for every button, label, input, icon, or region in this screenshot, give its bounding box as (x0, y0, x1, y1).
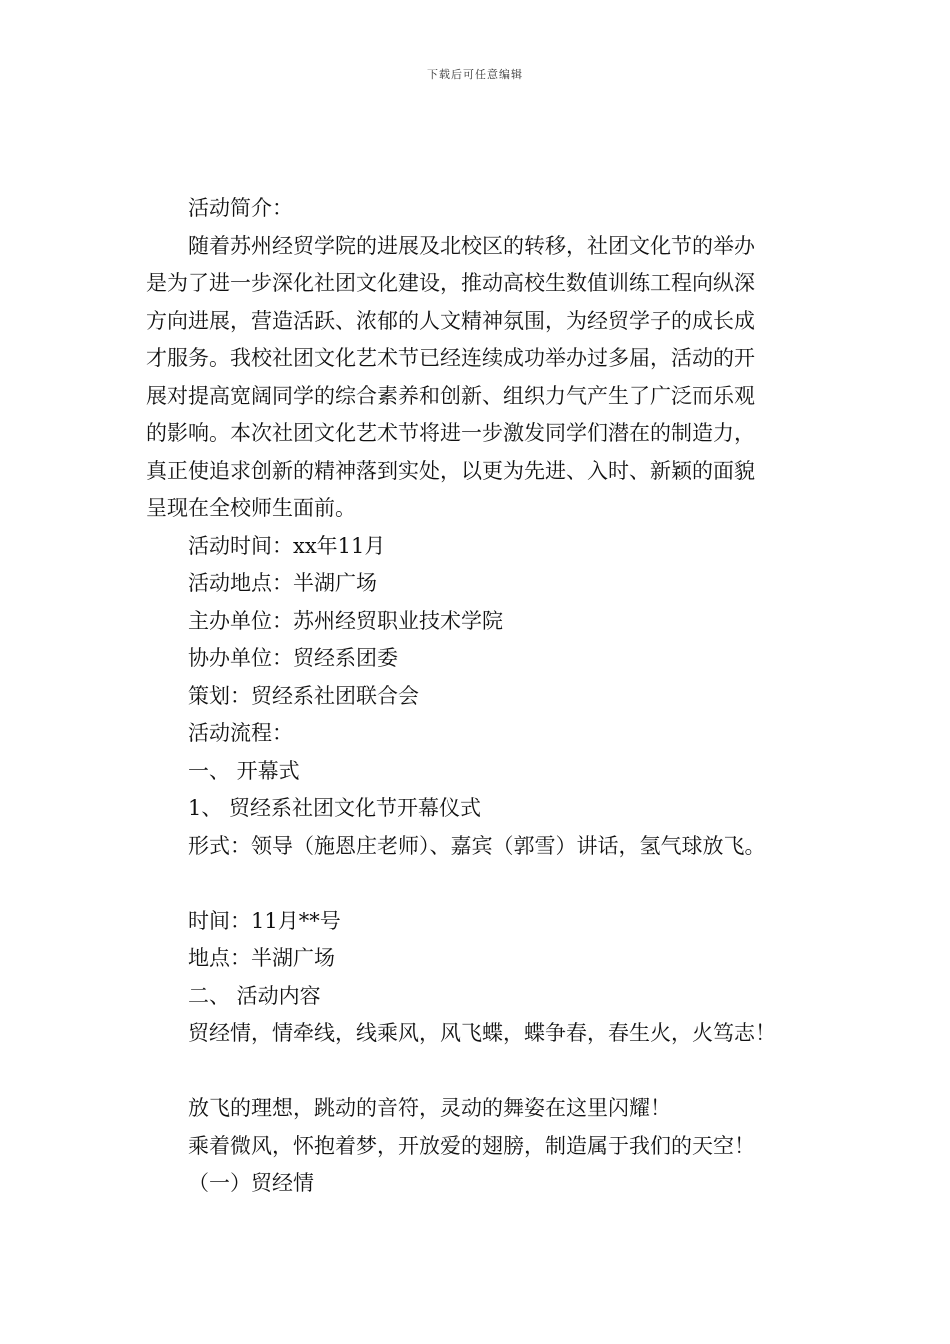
section-2-title: 二、 活动内容 (188, 983, 321, 1008)
intro-line-2: 是为了进一步深化社团文化建设，推动高校生数值训练工程向纵深 (146, 271, 755, 295)
section-1-time: 时间：11月**号 (188, 908, 341, 933)
intro-line-6: 的影响。本次社团文化艺术节将进一步激发同学们潜在的制造力， (146, 421, 755, 445)
section-2-line-1: 放飞的理想，跳动的音符，灵动的舞姿在这里闪耀！ (188, 1096, 671, 1120)
intro-line-8: 呈现在全校师生面前。 (146, 496, 356, 520)
blank-line (146, 865, 822, 903)
intro-line-7: 真正使追求创新的精神落到实处，以更为先进、入时、新颖的面貌 (146, 458, 755, 483)
section-2-line-2: 乘着微风，怀抱着梦，开放爱的翅膀，制造属于我们的天空！ (188, 1133, 755, 1158)
blank-line (146, 1053, 822, 1091)
host-unit: 主办单位：苏州经贸职业技术学院 (188, 608, 503, 633)
document-body (146, 190, 822, 1203)
intro-line-5: 展对提高宽阔同学的综合素养和创新、组织力气产生了广泛而乐观 (146, 383, 755, 408)
section-1-title: 一、 开幕式 (188, 758, 300, 783)
intro-line-3: 方向进展，营造活跃、浓郁的人文精神氛围，为经贸学子的成长成 (146, 308, 755, 333)
subsection-1-title: （一）贸经情 (188, 1171, 314, 1195)
activity-place: 活动地点：半湖广场 (188, 571, 377, 595)
intro-line-4: 才服务。我校社团文化艺术节已经连续成功举办过多届，活动的开 (146, 346, 755, 370)
intro-line-1: 随着苏州经贸学院的进展及北校区的转移，社团文化节的举办 (188, 233, 755, 258)
process-heading: 活动流程： (188, 721, 293, 745)
section-1-form: 形式：领导（施恩庄老师）、嘉宾（郭雪）讲话，氢气球放飞。 (188, 833, 766, 858)
page-header: 下载后可任意编辑 (427, 68, 523, 81)
intro-heading: 活动简介： (188, 196, 293, 220)
co-host-unit: 协办单位：贸经系团委 (188, 646, 398, 670)
section-2-slogan: 贸经情，情牵线，线乘风，风飞蝶，蝶争春，春生火，火笃志！ (188, 1021, 776, 1045)
activity-time: 活动时间：xx年11月 (188, 533, 386, 558)
planner: 策划：贸经系社团联合会 (188, 683, 419, 708)
section-1-item-1: 1、 贸经系社团文化节开幕仪式 (188, 796, 482, 820)
section-1-place: 地点：半湖广场 (188, 946, 335, 970)
